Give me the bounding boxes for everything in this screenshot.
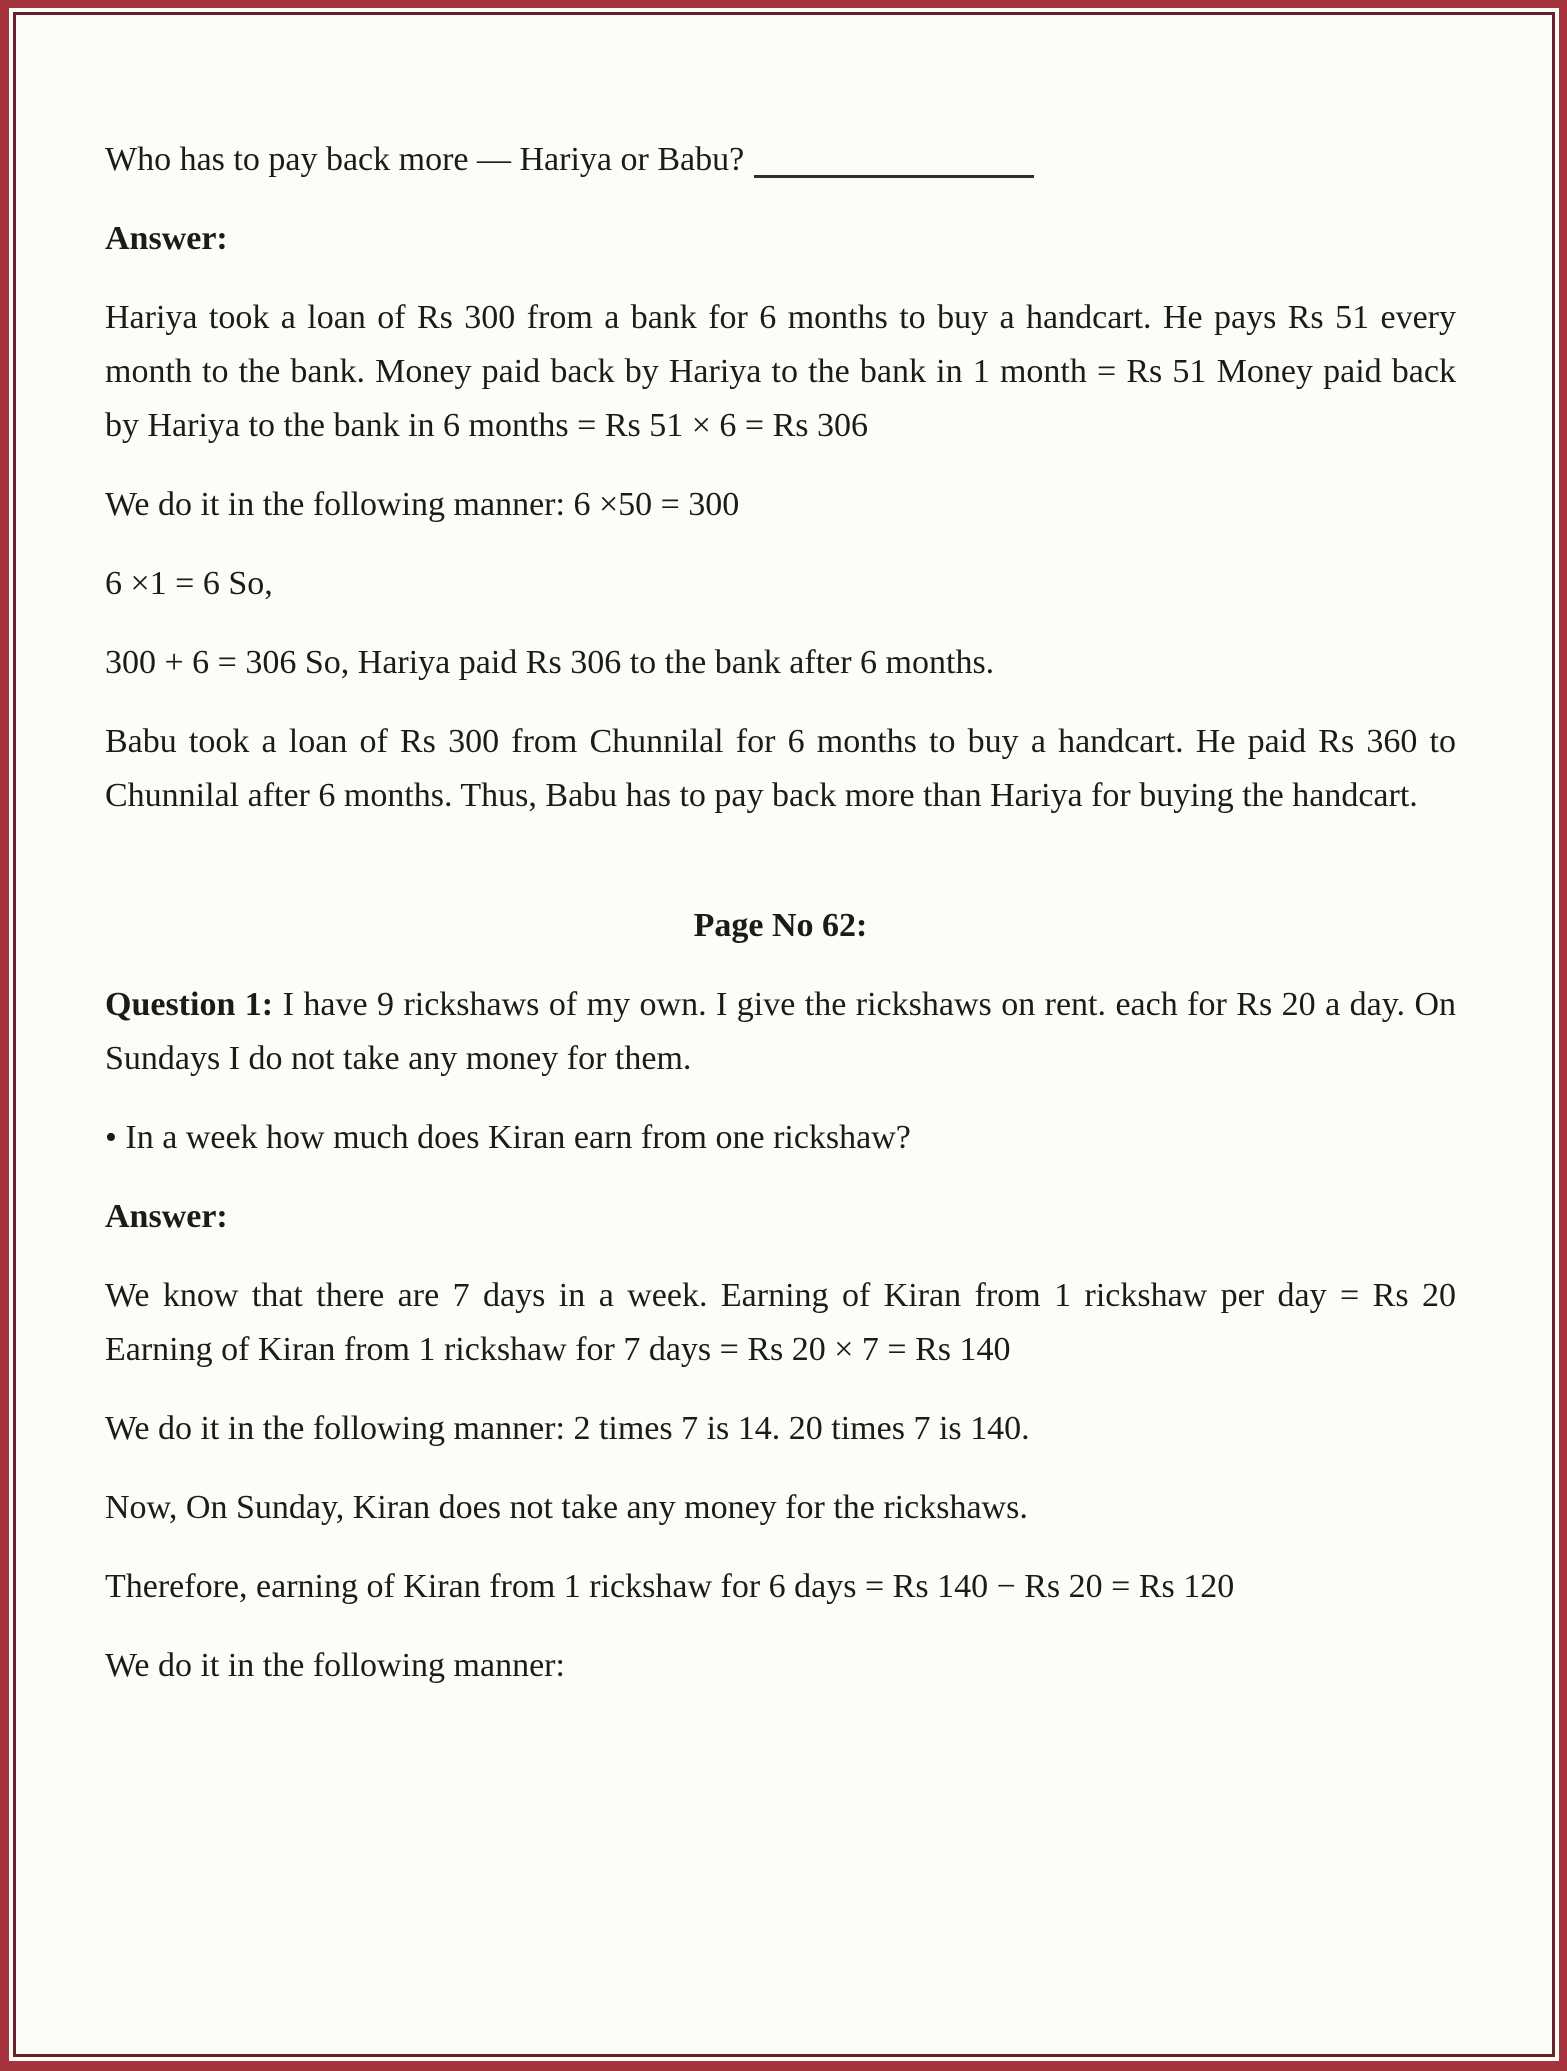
page-number-heading: Page No 62: — [693, 907, 868, 944]
line-sunday: Now, On Sunday, Kiran does not take any money for the rickshaws. — [105, 1489, 1028, 1526]
line-six-times-one: 6 ×1 = 6 So, — [105, 565, 273, 602]
fill-in-question-line — [105, 133, 1456, 187]
answer-heading-1: Answer: — [105, 220, 228, 257]
answer-heading-2: Answer: — [105, 1198, 228, 1235]
answer-blank — [754, 174, 1034, 178]
question-1-text: I have 9 rickshaws of my own. I give the rickshaws on rent. each for Rs 20 a day. On Sundays I do not take any money for them. — [105, 986, 1456, 1077]
question-1-label: Question 1: — [105, 986, 274, 1023]
line-manner-kiran: We do it in the following manner: 2 times 7 is 14. 20 times 7 is 140. — [105, 1410, 1030, 1447]
paragraph-therefore-earning: Therefore, earning of Kiran from 1 rickshaw for 6 days = Rs 140 − Rs 20 = Rs 120 — [105, 1568, 1235, 1605]
paragraph-week-earning: We know that there are 7 days in a week. Earning of Kiran from 1 rickshaw per day = Rs 20 Earning of Kiran from 1 rickshaw for 7 days = Rs 20 × 7 = Rs 140 — [105, 1277, 1456, 1368]
document-content — [16, 15, 1552, 1693]
border-gap — [9, 8, 1559, 2061]
paragraph-hariya-loan: Hariya took a loan of Rs 300 from a bank for 6 months to buy a handcart. He pays Rs 51 every month to the bank. Money paid back by Hariya to the bank in 1 month = Rs 51 Money paid back by Hariya to the bank in 6 months = Rs 51 × 6 = Rs 306 — [105, 299, 1456, 444]
paragraph-babu-loan: Babu took a loan of Rs 300 from Chunnilal for 6 months to buy a handcart. He paid Rs 360 to Chunnilal after 6 months. Thus, Babu has to pay back more than Hariya for buying the handcart. — [105, 723, 1456, 814]
document-page — [13, 12, 1555, 2057]
bullet-sub-question: • In a week how much does Kiran earn from one rickshaw? — [105, 1119, 911, 1156]
paragraph-question-1 — [105, 978, 1456, 1086]
fill-in-question-text: Who has to pay back more — Hariya or Babu? — [105, 141, 745, 178]
line-manner-hariya: We do it in the following manner: 6 ×50 = 300 — [105, 486, 740, 523]
line-sum-306: 300 + 6 = 306 So, Hariya paid Rs 306 to the bank after 6 months. — [105, 644, 995, 681]
line-manner-final: We do it in the following manner: — [105, 1647, 565, 1684]
